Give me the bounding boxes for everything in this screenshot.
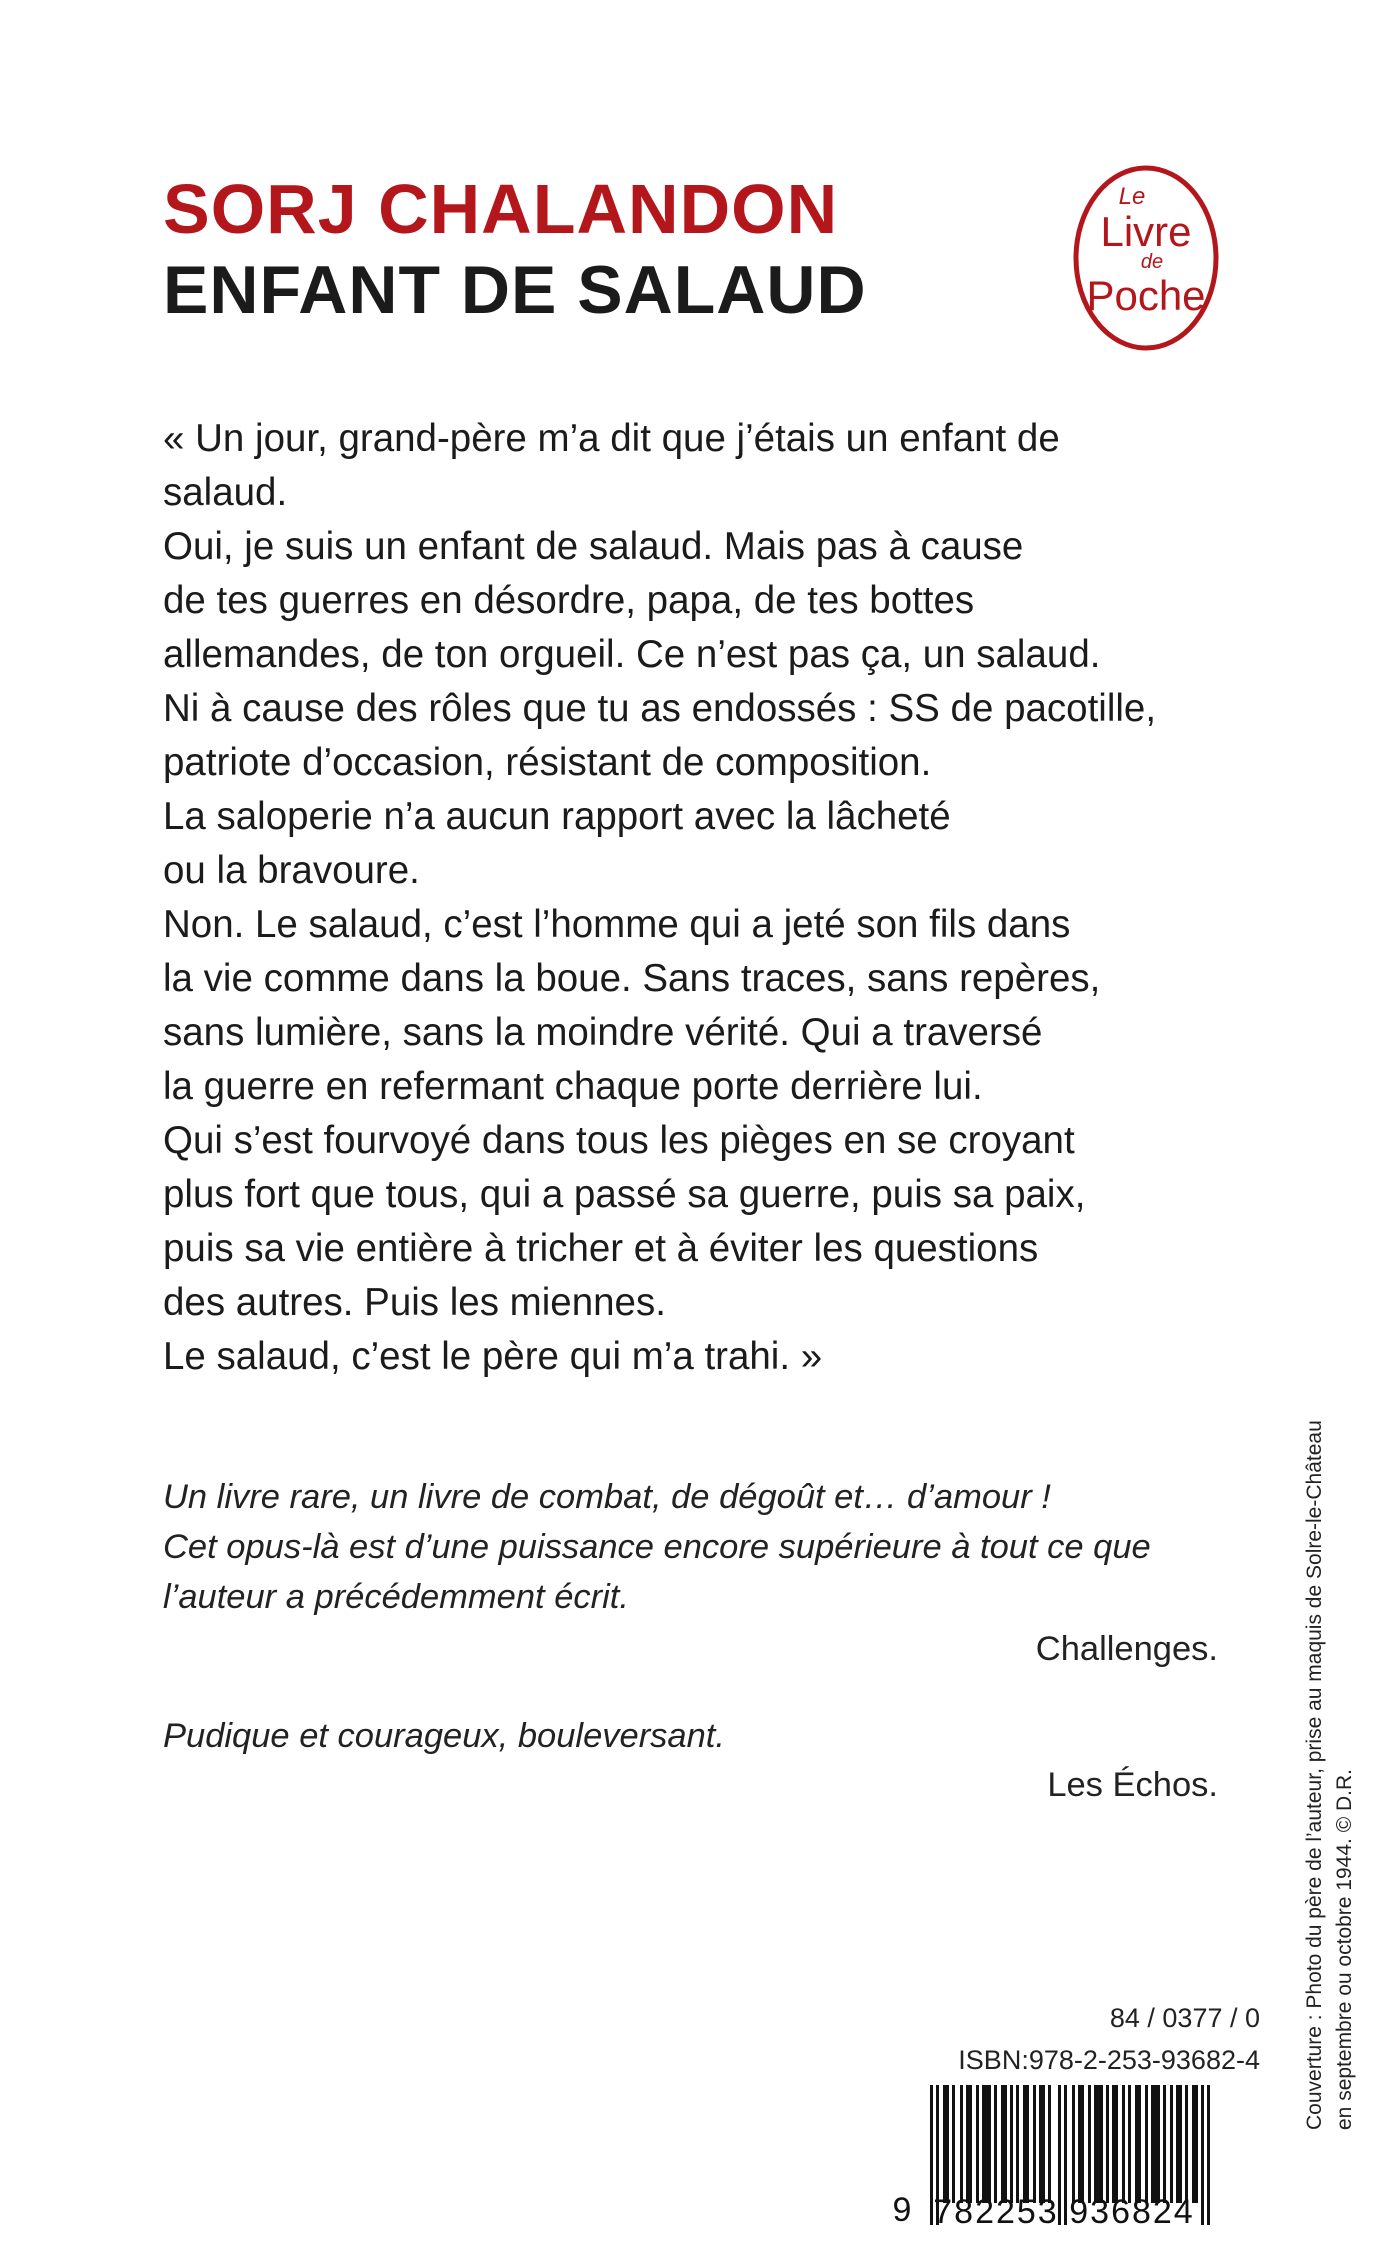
blurb-line: La saloperie n’a aucun rapport avec la lâcheté: [163, 795, 951, 838]
review-quote-les-echos: [163, 1711, 1223, 1761]
review-line: Cet opus-là est d’une puissance encore supérieure à tout ce que: [163, 1528, 1151, 1566]
review-line: Un livre rare, un livre de combat, de dégoût et… d’amour !: [163, 1478, 1051, 1516]
review-source-challenges: Challenges.: [1035, 1630, 1218, 1668]
blurb-line: salaud.: [163, 471, 288, 514]
blurb-line: plus fort que tous, qui a passé sa guerre, puis sa paix,: [163, 1173, 1086, 1216]
barcode-digits-left: 782253: [933, 2193, 1059, 2225]
cover-photo-credit: [1300, 1340, 1356, 2130]
blurb-line: « Un jour, grand-père m’a dit que j’étais un enfant de: [163, 417, 1060, 460]
book-title: ENFANT DE SALAUD: [163, 252, 867, 328]
blurb-line: puis sa vie entière à tricher et à éviter les questions: [163, 1227, 1039, 1270]
barcode: [888, 2085, 1254, 2225]
credit-line: Couverture : Photo du père de l’auteur, prise au maquis de Solre-le-Château: [1303, 1420, 1326, 2130]
blurb-line: la vie comme dans la boue. Sans traces, sans repères,: [163, 957, 1101, 1000]
review-line: l’auteur a précédemment écrit.: [163, 1578, 629, 1616]
review-quote-challenges: [163, 1472, 1223, 1622]
author-name: SORJ CHALANDON: [163, 170, 839, 248]
reference-code: 84 / 0377 / 0: [1109, 2003, 1260, 2033]
blurb-line: ou la bravoure.: [163, 849, 420, 892]
blurb-line: allemandes, de ton orgueil. Ce n’est pas ça, un salaud.: [163, 633, 1101, 676]
back-cover-blurb: [163, 412, 1243, 1384]
review-source-les-echos: Les Échos.: [1047, 1766, 1218, 1804]
logo-text-livre: Livre: [1100, 208, 1192, 255]
isbn-number: ISBN:978-2-253-93682-4: [958, 2045, 1260, 2075]
credit-line: en septembre ou octobre 1944. © D.R.: [1333, 1768, 1356, 2130]
blurb-line: patriote d’occasion, résistant de composition.: [163, 741, 932, 784]
review-line: Pudique et courageux, bouleversant.: [163, 1717, 725, 1755]
blurb-line: des autres. Puis les miennes.: [163, 1281, 666, 1324]
blurb-line: Qui s’est fourvoyé dans tous les pièges en se croyant: [163, 1119, 1075, 1162]
blurb-line: Le salaud, c’est le père qui m’a trahi. »: [163, 1335, 823, 1378]
logo-text-le: Le: [1118, 183, 1146, 210]
blurb-line: de tes guerres en désordre, papa, de tes bottes: [163, 579, 975, 622]
publisher-logo: [1072, 164, 1220, 352]
logo-text-poche: Poche: [1086, 272, 1206, 319]
blurb-line: la guerre en refermant chaque porte derrière lui.: [163, 1065, 983, 1108]
barcode-digits-right: 936824: [1069, 2193, 1195, 2225]
blurb-line: Non. Le salaud, c’est l’homme qui a jeté son fils dans: [163, 903, 1071, 946]
blurb-line: Oui, je suis un enfant de salaud. Mais pas à cause: [163, 525, 1024, 568]
barcode-digit-first: 9: [892, 2191, 912, 2225]
blurb-line: sans lumière, sans la moindre vérité. Qui a traversé: [163, 1011, 1043, 1054]
logo-text-de: de: [1140, 251, 1164, 273]
blurb-line: Ni à cause des rôles que tu as endossés : SS de pacotille,: [163, 687, 1157, 730]
